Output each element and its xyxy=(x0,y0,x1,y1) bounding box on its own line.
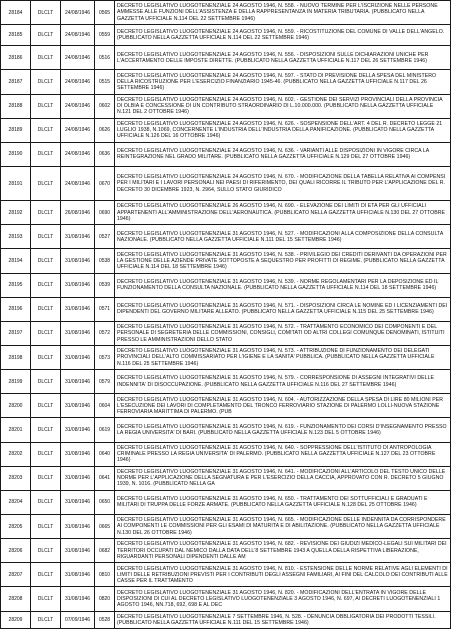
act-date-cell: 24/08/1946 xyxy=(61,94,95,118)
act-date-cell: 07/09/1946 xyxy=(61,611,95,628)
page-number-cell: 0619 xyxy=(95,418,115,442)
act-date-cell: 24/08/1946 xyxy=(61,70,95,94)
act-description-cell: DECRETO LEGISLATIVO LUOGOTENENZIALE 7 SETTEMBRE 1946, N. 528. - DENUNCIA OBBLIGATORIA DEI PRODOTTI TESSILI. (PUBBLICATO NELLA GAZZETTA UFFICIALE N.111 DEL 15 SETTEMBRE 1946) xyxy=(115,611,451,628)
record-number-cell: 28209 xyxy=(1,611,31,628)
record-number-cell: 28202 xyxy=(1,442,31,466)
act-date-cell: 31/08/1946 xyxy=(61,346,95,370)
act-description-cell: DECRETO LEGISLATIVO LUOGOTENENZIALE 24 AGOSTO 1946, N. 626. - SOSPENSIONE DELL'ART. 4 DEL R. DECRETO LEGGE 21 LUGLIO 1938, N.1069, CONCERNENTE L'INDUSTRIA DELL'INDUSTRIA DELLA PANIFICAZIONE. (PUBBLICATO NELLA GAZZETTA UFFICIALE N.126 DEL 16 OTTOBRE 1946) xyxy=(115,118,451,142)
table-row xyxy=(1,418,451,442)
page-number-cell: 0636 xyxy=(95,142,115,166)
act-type-cell: DLCLT xyxy=(31,587,61,611)
act-description-cell: DECRETO LEGISLATIVO LUOGOTENENZIALE 31 AGOSTO 1946, N. 665. - MODIFICAZIONE DELLE INDENNITA DA CORRISPONDERE AI COMPONENTI LE COMMISSIONI PER GLI ESAMI DI MATURITA E DI ABILITAZIONE. (PUBBLICATO NELLA GAZZETTA UFFICIALE N.130 DEL 26 OTTOBRE 1946) xyxy=(115,515,451,539)
act-description-cell: DECRETO LEGISLATIVO LUOGOTENENZIALE 31 AGOSTO 1946, N. 820. - MODIFICAZIONI DELL'ENTRATA IN VIGORE DELLE DISPOSIZIONI DI CUI AL DECRETO LEGISLATIVO LUOGOTENENZIALE 3 AGOSTO 1946, N. 697, AI DECRETI LUOGOTENENZIALI 1 AGOSTO 1946, NN.718, 692, 698 E AL DEC xyxy=(115,587,451,611)
act-description-cell: DECRETO LEGISLATIVO LUOGOTENENZIALE 31 AGOSTO 1946, N. 682. - REVISIONE DEI GIUDIZI MEDICO-LEGALI SUI MILITARI DEI TERRITORI OCCUPATI DAL NEMICO DALLA DATA DELL'8 SETTEMBRE 1943 A QUELLA DELLA RISPETTIVA LIBERAZIONE, RIGUARDANTI PERSONALI DIPENDENTI DALLE AM xyxy=(115,539,451,563)
act-type-cell: DLCLT xyxy=(31,297,61,321)
act-date-cell: 31/08/1946 xyxy=(61,442,95,466)
page-number-cell: 0602 xyxy=(95,94,115,118)
table-row xyxy=(1,166,451,200)
act-type-cell: DLCLT xyxy=(31,25,61,46)
act-date-cell: 24/08/1946 xyxy=(61,25,95,46)
act-description-cell: DECRETO LEGISLATIVO LUOGOTENENZIALE 31 AGOSTO 1946, N. 604. - AUTORIZZAZIONE DELLA SPESA DI LIRE 80 MILIONI PER L'ESECUZIONE DEI LAVORI DI COMPLETAMENTO DEL TRONCO FERROVIARIO STAZIONE DI PALERMO LOLLI-NUOVA STAZIONE FERROVIARIA MARITTIMA DI PALERMO. (PUB xyxy=(115,394,451,418)
table-row xyxy=(1,539,451,563)
act-type-cell: DLCLT xyxy=(31,370,61,394)
page-number-cell: 0539 xyxy=(95,273,115,297)
table-row xyxy=(1,201,451,225)
page-number-cell: 0810 xyxy=(95,563,115,587)
act-description-cell: DECRETO LEGISLATIVO LUOGOTENENZIALE 31 AGOSTO 1946, N. 571. - DISPOSIZIONI CIRCA LE NOMINE ED I LICENZIAMENTI DEI DIPENDENTI DEL GOVERNO MILITARE ALLEATO. (PUBBLICATO NELLA GAZZETTA UFFICIALE N.115 DEL 25 SETTEMBRE 1946) xyxy=(115,297,451,321)
act-date-cell: 31/08/1946 xyxy=(61,394,95,418)
page-number-cell: 0559 xyxy=(95,25,115,46)
act-type-cell: DLCLT xyxy=(31,201,61,225)
act-date-cell: 24/08/1946 xyxy=(61,118,95,142)
record-number-cell: 28188 xyxy=(1,94,31,118)
act-date-cell: 31/08/1946 xyxy=(61,539,95,563)
act-type-cell: DLCLT xyxy=(31,442,61,466)
act-description-cell: DECRETO LEGISLATIVO LUOGOTENENZIALE 31 AGOSTO 1946, N. 527. - MODIFICAZIONI ALLA COMPOSIZIONE DELLA CONSULTA NAZIONALE. (PUBBLICATO NELLA GAZZETTA UFFICIALE N.111 DEL 15 SETTEMBRE 1946) xyxy=(115,225,451,249)
act-date-cell: 31/08/1946 xyxy=(61,490,95,514)
record-number-cell: 28185 xyxy=(1,25,31,46)
table-row xyxy=(1,70,451,94)
page-number-cell: 0516 xyxy=(95,46,115,70)
table-row xyxy=(1,394,451,418)
act-type-cell: DLCLT xyxy=(31,490,61,514)
act-date-cell: 31/08/1946 xyxy=(61,249,95,273)
act-date-cell: 31/08/1946 xyxy=(61,297,95,321)
record-number-cell: 28208 xyxy=(1,587,31,611)
act-type-cell: DLCLT xyxy=(31,346,61,370)
table-row xyxy=(1,563,451,587)
record-number-cell: 28195 xyxy=(1,273,31,297)
act-date-cell: 31/08/1946 xyxy=(61,587,95,611)
act-date-cell: 24/08/1946 xyxy=(61,166,95,200)
act-description-cell: DECRETO LEGISLATIVO LUOGOTENENZIALE 31 AGOSTO 1946, N. 539. - NORME REGOLAMENTARI PER LA DEPOSIZIONE ED IL FUNZIONAMENTO DELLA CONSULTA NAZIONALE. (PUBBLICATO NELLA GAZZETTA UFFICIALE N.114 DEL 18 SETTEMBRE 1946) xyxy=(115,273,451,297)
page-number-cell: 0690 xyxy=(95,201,115,225)
act-date-cell: 31/08/1946 xyxy=(61,515,95,539)
table-row xyxy=(1,587,451,611)
table-row xyxy=(1,297,451,321)
act-type-cell: DLCLT xyxy=(31,394,61,418)
act-description-cell: DECRETO LEGISLATIVO LUOGOTENENZIALE 31 AGOSTO 1946, N. 572. - TRATTAMENTO ECONOMICO DEI COMPONENTI E DEL PERSONALE DI SEGRETERIA DELLE COMMISSIONI, CONSIGLI, COMITATI OD ALTRI COLLEGI COMUNQUE DENOMINATI, ISTITUITI PRESSO LE AMMINISTRAZIONI DELLO STATO xyxy=(115,321,451,345)
page-number-cell: 0820 xyxy=(95,587,115,611)
record-number-cell: 28201 xyxy=(1,418,31,442)
act-type-cell: DLCLT xyxy=(31,539,61,563)
act-type-cell: DLCLT xyxy=(31,70,61,94)
page-number-cell: 0527 xyxy=(95,225,115,249)
table-row xyxy=(1,94,451,118)
page-number-cell: 0626 xyxy=(95,118,115,142)
page-number-cell: 0665 xyxy=(95,515,115,539)
record-number-cell: 28200 xyxy=(1,394,31,418)
page-number-cell: 0528 xyxy=(95,611,115,628)
table-row xyxy=(1,142,451,166)
record-number-cell: 28198 xyxy=(1,346,31,370)
record-number-cell: 28196 xyxy=(1,297,31,321)
record-number-cell: 28199 xyxy=(1,370,31,394)
table-row xyxy=(1,442,451,466)
page-number-cell: 0640 xyxy=(95,442,115,466)
act-description-cell: DECRETO LEGISLATIVO LUOGOTENENZIALE 24 AGOSTO 1946, N. 602. - GESTIONE DEI SERVIZI PROVINCIALI DELLA PROVINCIA DI OLBIA E CONCESSIONE DI UN CONTRIBUTO STRAORDINARIO DI L.10.000.000. (PUBBLICATO NELLA GAZZETTA UFFICIALE N.121 DEL 2 OTTOBRE 1946) xyxy=(115,94,451,118)
act-description-cell: DECRETO LEGISLATIVO LUOGOTENENZIALE 31 AGOSTO 1946, N. 538. - PRIVILEGIO DEI CREDITI DERIVANTI DA OPERAZIONI PER LA GESTIONE DELLE AZIENDE PRIVATE SOTTOPOSTE A SEQUESTRO PER PROFITTI DI REGIME. (PUBBLICATO NELLA GAZZETTA UFFICIALE N.114 DEL 18 SETTEMBRE 1946) xyxy=(115,249,451,273)
table-row xyxy=(1,1,451,25)
act-date-cell: 31/08/1946 xyxy=(61,225,95,249)
record-number-cell: 28206 xyxy=(1,539,31,563)
page-number-cell: 0573 xyxy=(95,346,115,370)
act-date-cell: 31/08/1946 xyxy=(61,321,95,345)
record-number-cell: 28193 xyxy=(1,225,31,249)
record-number-cell: 28203 xyxy=(1,466,31,490)
table-row xyxy=(1,273,451,297)
act-description-cell: DECRETO LEGISLATIVO LUOGOTENENZIALE 31 AGOSTO 1946, N. 810. - ESTENSIONE DELLE NORME RELATIVE AGLI ELEMENTI DI LIMITI DELLE RETRIBUZIONI PREVISTI PER I CONTRIBUTI DEGLI ASSEGNI FAMILIARI, AI FINI DEL CALCOLO DEI CONTRIBUTI ALLE CASSE PER IL TRATTAMENTO xyxy=(115,563,451,587)
act-type-cell: DLCLT xyxy=(31,418,61,442)
act-date-cell: 31/08/1946 xyxy=(61,370,95,394)
table-row xyxy=(1,249,451,273)
table-row xyxy=(1,370,451,394)
record-number-cell: 28194 xyxy=(1,249,31,273)
act-type-cell: DLCLT xyxy=(31,142,61,166)
act-date-cell: 31/08/1946 xyxy=(61,273,95,297)
act-description-cell: DECRETO LEGISLATIVO LUOGOTENENZIALE 24 AGOSTO 1946, N. 559. - RICOSTITUZIONE DEL COMUNE DI VALLE DELL'ANGELO. (PUBBLICATO NELLA GAZZETTA UFFICIALE N.114 DEL 22 SETTEMBRE 1946) xyxy=(115,25,451,46)
act-type-cell: DLCLT xyxy=(31,1,61,25)
page-number-cell: 0565 xyxy=(95,1,115,25)
record-number-cell: 28190 xyxy=(1,142,31,166)
act-description-cell: DECRETO LEGISLATIVO LUOGOTENENZIALE 24 AGOSTO 1946, N. 558. - NUOVO TERMINE PER L'ISCRIZIONE NELLE PERSONE AMMESSE ALLE FUNZIONI DELL'ASSISTENZA E DELLA RAPPRESENTANZA IN MATERIA TRIBUTARIA. (PUBBLICATO NELLA GAZZETTA UFFICIALE N.114 DEL 22 SETTEMBRE 1946) xyxy=(115,1,451,25)
record-number-cell: 28191 xyxy=(1,166,31,200)
record-number-cell: 28205 xyxy=(1,515,31,539)
act-date-cell: 31/08/1946 xyxy=(61,466,95,490)
act-type-cell: DLCLT xyxy=(31,225,61,249)
act-date-cell: 24/08/1946 xyxy=(61,1,95,25)
table-row xyxy=(1,611,451,628)
act-date-cell: 31/08/1946 xyxy=(61,418,95,442)
record-number-cell: 28187 xyxy=(1,70,31,94)
table-row xyxy=(1,118,451,142)
record-number-cell: 28207 xyxy=(1,563,31,587)
act-description-cell: DECRETO LEGISLATIVO LUOGOTENENZIALE 31 AGOSTO 1946, N. 573. - ATTRIBUZIONE DI FUNZIONAMENTO DEI DELEGATI PROVINCIALI DELL'ALTO COMMISSARIATO PER L'IGIENE E LA SANITA' PUBBLICA. (PUBBLICATO NELLA GAZZETTA UFFICIALE N.116 DEL 25 SETTEMBRE 1946) xyxy=(115,346,451,370)
page-number-cell: 0604 xyxy=(95,394,115,418)
page-number-cell: 0641 xyxy=(95,466,115,490)
page-number-cell: 0670 xyxy=(95,166,115,200)
table-row xyxy=(1,515,451,539)
record-number-cell: 28184 xyxy=(1,1,31,25)
record-number-cell: 28204 xyxy=(1,490,31,514)
act-description-cell: DECRETO LEGISLATIVO LUOGOTENENZIALE 31 AGOSTO 1946, N. 579. - CORRESPONSIONE DI ASSEGNI INTEGRATIVI DELLE INDENNITA' DI DISOCCUPAZIONE. (PUBBLICATO NELLA GAZZETTA UFFICIALE N.116 DEL 27 SETTEMBRE 1946) xyxy=(115,370,451,394)
act-date-cell: 26/08/1946 xyxy=(61,201,95,225)
act-description-cell: DECRETO LEGISLATIVO LUOGOTENENZIALE 31 AGOSTO 1946, N. 650. - TRATTAMENTO DEI SOTTUFFICIALI E GRADUATI E MILITARI DI TRUPPA DELLE FORZE ARMATE. (PUBBLICATO NELLA GAZZETTA UFFICIALE N.128 DEL 25 OTTOBRE 1946) xyxy=(115,490,451,514)
page-number-cell: 0650 xyxy=(95,490,115,514)
decree-table-body xyxy=(1,1,451,629)
record-number-cell: 28197 xyxy=(1,321,31,345)
act-date-cell: 24/08/1946 xyxy=(61,46,95,70)
page-number-cell: 0538 xyxy=(95,249,115,273)
act-description-cell: DECRETO LEGISLATIVO LUOGOTENENZIALE 31 AGOSTO 1946, N. 641. - MODIFICAZIONI ALL'ARTICOLO DEL TESTO UNICO DELLE NORME PER L'APPLICAZIONE DELLA SEGNATURA E PER L'ESERCIZIO DELLA CACCIA, APPROVATO CON R. DECRETO 5 GIUGNO 1939, N. 1016. (PUBBLICATO NELLA GA xyxy=(115,466,451,490)
act-type-cell: DLCLT xyxy=(31,94,61,118)
page-number-cell: 0515 xyxy=(95,70,115,94)
page-number-cell: 0682 xyxy=(95,539,115,563)
page-number-cell: 0579 xyxy=(95,370,115,394)
page-number-cell: 0572 xyxy=(95,321,115,345)
act-description-cell: DECRETO LEGISLATIVO LUOGOTENENZIALE 24 AGOSTO 1946, N. 597. - STATO DI PREVISIONE DELLA SPESA DEL MINISTERO DELLA RICOSTRUZIONE PER L'ESERCIZIO FINANZIARIO 1945-46. (PUBBLICATO NELLA GAZZETTA UFFICIALE N.117 DEL 26 SETTEMBRE 1946) xyxy=(115,70,451,94)
act-description-cell: DECRETO LEGISLATIVO LUOGOTENENZIALE 24 AGOSTO 1946, N. 556. - DISPOSIZIONI SULLE DICHIARAZIONI UNICHE PER L'ACCERTAMENTO DELLE IMPOSTE DIRETTE. (PUBBLICATO NELLA GAZZETTA UFFICIALE N.117 DEL 26 SETTEMBRE 1946) xyxy=(115,46,451,70)
page-number-cell: 0571 xyxy=(95,297,115,321)
act-type-cell: DLCLT xyxy=(31,611,61,628)
act-description-cell: DECRETO LEGISLATIVO LUOGOTENENZIALE 26 AGOSTO 1946, N. 690. - ELEVAZIONE DEI LIMITI DI ETA PER GLI UFFICIALI APPARTENENTI ALL'AMMINISTRAZIONE DELL'AERONAUTICA. (PUBBLICATO NELLA GAZZETTA UFFICIALE N.130 DEL 27 OTTOBRE 1946) xyxy=(115,201,451,225)
table-row xyxy=(1,346,451,370)
act-type-cell: DLCLT xyxy=(31,273,61,297)
act-type-cell: DLCLT xyxy=(31,321,61,345)
act-type-cell: DLCLT xyxy=(31,466,61,490)
table-row xyxy=(1,490,451,514)
table-row xyxy=(1,321,451,345)
table-row xyxy=(1,225,451,249)
act-date-cell: 24/08/1946 xyxy=(61,142,95,166)
act-type-cell: DLCLT xyxy=(31,118,61,142)
act-description-cell: DECRETO LEGISLATIVO LUOGOTENENZIALE 24 AGOSTO 1946, N. 636. - VARIANTI ALLE DISPOSIZIONI IN VIGORE CIRCA LA REINTEGRAZIONE NEL GRADO MILITARE. (PUBBLICATO NELLA GAZZETTA UFFICIALE N.129 DEL 27 OTTOBRE 1946) xyxy=(115,142,451,166)
table-row xyxy=(1,466,451,490)
record-number-cell: 28189 xyxy=(1,118,31,142)
record-number-cell: 28192 xyxy=(1,201,31,225)
act-type-cell: DLCLT xyxy=(31,563,61,587)
table-row xyxy=(1,46,451,70)
act-description-cell: DECRETO LEGISLATIVO LUOGOTENENZIALE 31 AGOSTO 1946, N. 619. - FUNZIONAMENTO DEI CORSI D'INSEGNAMENTO PRESSO LA REGIA UNIVERSITA' DI BARI. (PUBBLICATO NELLA GAZZETTA UFFICIALE N.123 DEL 5 OTTOBRE 1946) xyxy=(115,418,451,442)
table-row xyxy=(1,25,451,46)
act-type-cell: DLCLT xyxy=(31,249,61,273)
act-description-cell: DECRETO LEGISLATIVO LUOGOTENENZIALE 24 AGOSTO 1946, N. 670. - MODIFICAZIONE DELLA TABELLA RELATIVA AI COMPENSI PER I MILITARI E I LAVORI PERSONALI NEI PAESI DI RIFERIMENTO, DEI QUALI RICORRE IL TRIBUTO PER L'APPLICAZIONE DEL R. DECRETO 30 DICEMBRE 1923, N. 2964, SULLO STATO GIURIDICO xyxy=(115,166,451,200)
record-number-cell: 28186 xyxy=(1,46,31,70)
act-type-cell: DLCLT xyxy=(31,515,61,539)
act-description-cell: DECRETO LEGISLATIVO LUOGOTENENZIALE 31 AGOSTO 1946, N. 640. - SOPPRESSIONE DELL'ISTITUTO DI ANTROPOLOGIA CRIMINALE PRESSO LA REGIA UNIVERSITA' DI PALERMO. (PUBBLICATO NELLA GAZZETTA UFFICIALE N.127 DEL 23 OTTOBRE 1946) xyxy=(115,442,451,466)
act-type-cell: DLCLT xyxy=(31,46,61,70)
act-type-cell: DLCLT xyxy=(31,166,61,200)
act-date-cell: 31/08/1946 xyxy=(61,563,95,587)
